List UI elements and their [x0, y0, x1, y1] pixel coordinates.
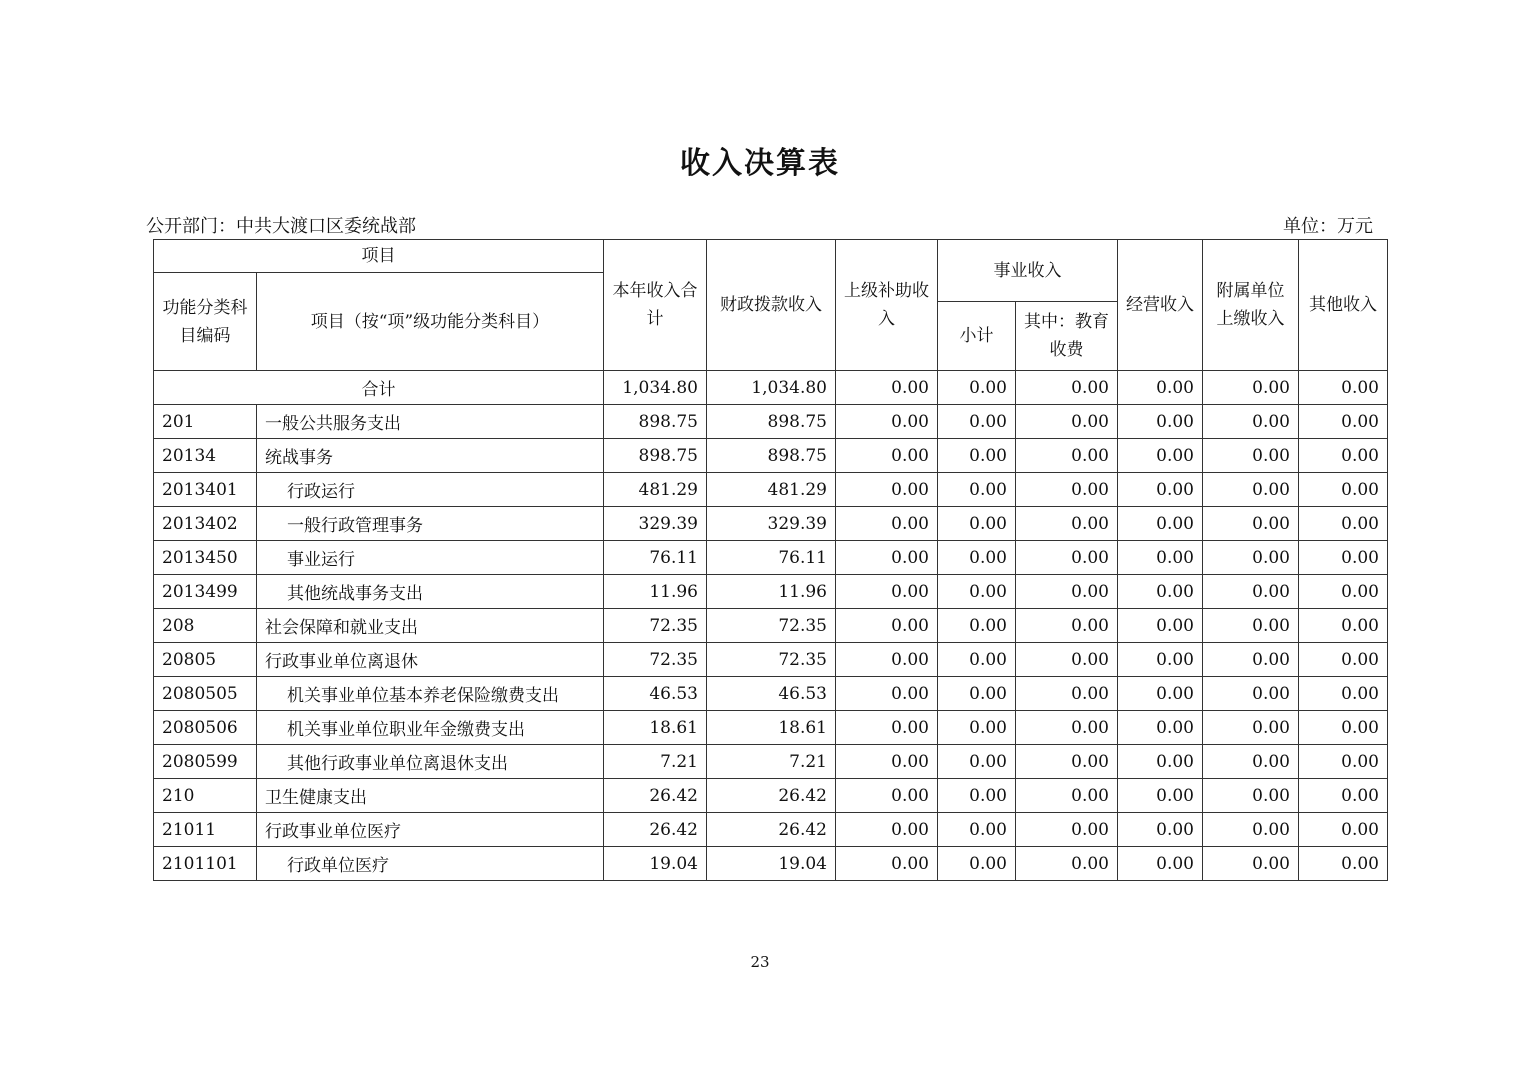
row-value: 0.00: [938, 813, 1016, 847]
total-label: 合计: [154, 371, 604, 405]
row-value: 0.00: [1016, 813, 1118, 847]
department-label: 公开部门：中共大渡口区委统战部: [146, 216, 416, 237]
row-value: 46.53: [707, 677, 836, 711]
header-business-income: 事业收入: [938, 240, 1118, 302]
row-value: 0.00: [836, 745, 938, 779]
header-project: 项目: [154, 240, 604, 273]
table-row: [154, 847, 1388, 881]
row-value: 0.00: [1203, 711, 1299, 745]
row-value: 0.00: [938, 575, 1016, 609]
row-value: 46.53: [604, 677, 707, 711]
row-name: 一般公共服务支出: [257, 405, 604, 439]
row-value: 0.00: [1299, 677, 1388, 711]
income-report-table: [153, 239, 1388, 881]
row-value: 0.00: [938, 711, 1016, 745]
total-cell: 0.00: [1118, 371, 1203, 405]
row-value: 72.35: [707, 643, 836, 677]
table-row: [154, 439, 1388, 473]
row-value: 0.00: [1299, 847, 1388, 881]
row-value: 0.00: [1016, 405, 1118, 439]
row-value: 0.00: [1118, 711, 1203, 745]
row-value: 0.00: [836, 711, 938, 745]
row-value: 0.00: [938, 847, 1016, 881]
row-value: 0.00: [1203, 609, 1299, 643]
row-value: 0.00: [1203, 779, 1299, 813]
total-row: [154, 371, 1388, 405]
row-value: 0.00: [1299, 473, 1388, 507]
row-value: 481.29: [604, 473, 707, 507]
row-value: 0.00: [1299, 609, 1388, 643]
row-value: 0.00: [1203, 813, 1299, 847]
row-value: 0.00: [1118, 541, 1203, 575]
header-item-name: 项目（按“项”级功能分类科目）: [257, 273, 604, 371]
row-value: 0.00: [938, 541, 1016, 575]
row-value: 0.00: [1299, 745, 1388, 779]
row-name: 机关事业单位职业年金缴费支出: [257, 711, 604, 745]
row-value: 0.00: [1016, 677, 1118, 711]
table-row: [154, 745, 1388, 779]
total-cell: 0.00: [1016, 371, 1118, 405]
row-value: 0.00: [938, 405, 1016, 439]
row-value: 0.00: [1118, 745, 1203, 779]
row-value: 0.00: [836, 473, 938, 507]
row-value: 11.96: [604, 575, 707, 609]
table-row: [154, 711, 1388, 745]
row-value: 0.00: [1299, 643, 1388, 677]
row-value: 0.00: [938, 473, 1016, 507]
total-cell: 0.00: [1203, 371, 1299, 405]
total-cell: 0.00: [938, 371, 1016, 405]
table-row: [154, 779, 1388, 813]
row-value: 0.00: [1016, 711, 1118, 745]
page-number: 23: [750, 953, 770, 971]
row-value: 0.00: [836, 507, 938, 541]
row-value: 0.00: [1299, 575, 1388, 609]
row-value: 0.00: [836, 643, 938, 677]
row-value: 0.00: [1118, 779, 1203, 813]
row-code: 210: [154, 779, 257, 813]
row-code: 20805: [154, 643, 257, 677]
row-value: 0.00: [1016, 575, 1118, 609]
row-name: 行政运行: [257, 473, 604, 507]
row-value: 0.00: [1118, 847, 1203, 881]
total-cell: 0.00: [1299, 371, 1388, 405]
row-value: 0.00: [1299, 439, 1388, 473]
header-education-fees: 其中：教育收费: [1016, 302, 1118, 371]
page-title: 收入决算表: [680, 146, 840, 181]
row-value: 0.00: [1299, 779, 1388, 813]
row-value: 0.00: [836, 677, 938, 711]
row-value: 0.00: [1016, 745, 1118, 779]
row-value: 0.00: [1016, 541, 1118, 575]
row-value: 0.00: [1118, 813, 1203, 847]
header-function-code: 功能分类科目编码: [154, 273, 257, 371]
row-code: 2013402: [154, 507, 257, 541]
row-code: 208: [154, 609, 257, 643]
header-superior-subsidy: 上级补助收入: [836, 240, 938, 371]
row-value: 0.00: [836, 405, 938, 439]
row-name: 社会保障和就业支出: [257, 609, 604, 643]
header-business-subtotal: 小计: [938, 302, 1016, 371]
row-code: 201: [154, 405, 257, 439]
row-value: 0.00: [938, 745, 1016, 779]
row-value: 0.00: [1203, 643, 1299, 677]
row-name: 行政单位医疗: [257, 847, 604, 881]
row-value: 0.00: [1299, 813, 1388, 847]
header-affiliated-income: 附属单位上缴收入: [1203, 240, 1299, 371]
row-value: 0.00: [1118, 473, 1203, 507]
table-row: [154, 575, 1388, 609]
row-value: 26.42: [604, 779, 707, 813]
row-name: 行政事业单位离退休: [257, 643, 604, 677]
row-value: 0.00: [1299, 507, 1388, 541]
header-fiscal-allocation: 财政拨款收入: [707, 240, 836, 371]
row-value: 0.00: [1203, 677, 1299, 711]
row-value: 0.00: [1203, 507, 1299, 541]
header-operating-income: 经营收入: [1118, 240, 1203, 371]
row-value: 0.00: [938, 643, 1016, 677]
row-value: 72.35: [604, 609, 707, 643]
row-value: 76.11: [604, 541, 707, 575]
row-value: 898.75: [604, 439, 707, 473]
row-value: 0.00: [1118, 507, 1203, 541]
row-value: 11.96: [707, 575, 836, 609]
row-value: 7.21: [604, 745, 707, 779]
table-row: [154, 405, 1388, 439]
row-value: 898.75: [707, 405, 836, 439]
row-value: 0.00: [1016, 847, 1118, 881]
row-value: 481.29: [707, 473, 836, 507]
row-value: 0.00: [836, 439, 938, 473]
row-value: 26.42: [604, 813, 707, 847]
row-value: 19.04: [707, 847, 836, 881]
row-value: 0.00: [1118, 575, 1203, 609]
row-value: 0.00: [1299, 541, 1388, 575]
row-value: 0.00: [938, 507, 1016, 541]
row-value: 0.00: [1203, 575, 1299, 609]
row-value: 898.75: [604, 405, 707, 439]
row-value: 0.00: [836, 575, 938, 609]
row-value: 0.00: [1203, 847, 1299, 881]
row-code: 2013499: [154, 575, 257, 609]
row-value: 0.00: [1118, 677, 1203, 711]
row-code: 2101101: [154, 847, 257, 881]
row-value: 0.00: [938, 609, 1016, 643]
total-cell: 1,034.80: [604, 371, 707, 405]
row-value: 0.00: [1299, 711, 1388, 745]
row-value: 0.00: [1016, 609, 1118, 643]
row-name: 一般行政管理事务: [257, 507, 604, 541]
row-code: 2080506: [154, 711, 257, 745]
row-value: 0.00: [1118, 609, 1203, 643]
row-value: 0.00: [1016, 439, 1118, 473]
row-code: 20134: [154, 439, 257, 473]
row-value: 0.00: [1203, 745, 1299, 779]
row-value: 18.61: [707, 711, 836, 745]
table-row: [154, 507, 1388, 541]
header-other-income: 其他收入: [1299, 240, 1388, 371]
row-code: 2080599: [154, 745, 257, 779]
table-row: [154, 541, 1388, 575]
row-value: 0.00: [1016, 779, 1118, 813]
row-name: 统战事务: [257, 439, 604, 473]
row-value: 0.00: [1203, 439, 1299, 473]
row-code: 2080505: [154, 677, 257, 711]
row-name: 机关事业单位基本养老保险缴费支出: [257, 677, 604, 711]
table-row: [154, 643, 1388, 677]
row-value: 0.00: [1118, 643, 1203, 677]
row-code: 2013450: [154, 541, 257, 575]
row-value: 26.42: [707, 813, 836, 847]
row-name: 卫生健康支出: [257, 779, 604, 813]
row-value: 0.00: [1299, 405, 1388, 439]
table-body: [154, 371, 1388, 881]
row-value: 76.11: [707, 541, 836, 575]
table-row: [154, 473, 1388, 507]
row-name: 其他统战事务支出: [257, 575, 604, 609]
row-value: 72.35: [604, 643, 707, 677]
row-value: 0.00: [1203, 473, 1299, 507]
row-value: 329.39: [707, 507, 836, 541]
row-name: 事业运行: [257, 541, 604, 575]
table-row: [154, 677, 1388, 711]
row-value: 0.00: [1118, 439, 1203, 473]
row-value: 26.42: [707, 779, 836, 813]
row-value: 898.75: [707, 439, 836, 473]
row-code: 21011: [154, 813, 257, 847]
table-row: [154, 813, 1388, 847]
total-cell: 0.00: [836, 371, 938, 405]
total-cell: 1,034.80: [707, 371, 836, 405]
table-row: [154, 609, 1388, 643]
row-value: 19.04: [604, 847, 707, 881]
row-code: 2013401: [154, 473, 257, 507]
row-value: 0.00: [836, 541, 938, 575]
row-value: 0.00: [1203, 541, 1299, 575]
row-value: 329.39: [604, 507, 707, 541]
row-value: 18.61: [604, 711, 707, 745]
row-value: 0.00: [1118, 405, 1203, 439]
row-value: 0.00: [938, 439, 1016, 473]
row-value: 0.00: [836, 847, 938, 881]
unit-label: 单位：万元: [1283, 216, 1373, 237]
row-value: 0.00: [836, 813, 938, 847]
row-value: 0.00: [836, 779, 938, 813]
row-name: 其他行政事业单位离退休支出: [257, 745, 604, 779]
row-value: 0.00: [938, 677, 1016, 711]
row-value: 0.00: [1016, 473, 1118, 507]
header-total-income: 本年收入合计: [604, 240, 707, 371]
row-value: 0.00: [836, 609, 938, 643]
row-value: 0.00: [1203, 405, 1299, 439]
row-value: 0.00: [938, 779, 1016, 813]
row-name: 行政事业单位医疗: [257, 813, 604, 847]
row-value: 7.21: [707, 745, 836, 779]
row-value: 72.35: [707, 609, 836, 643]
row-value: 0.00: [1016, 643, 1118, 677]
row-value: 0.00: [1016, 507, 1118, 541]
